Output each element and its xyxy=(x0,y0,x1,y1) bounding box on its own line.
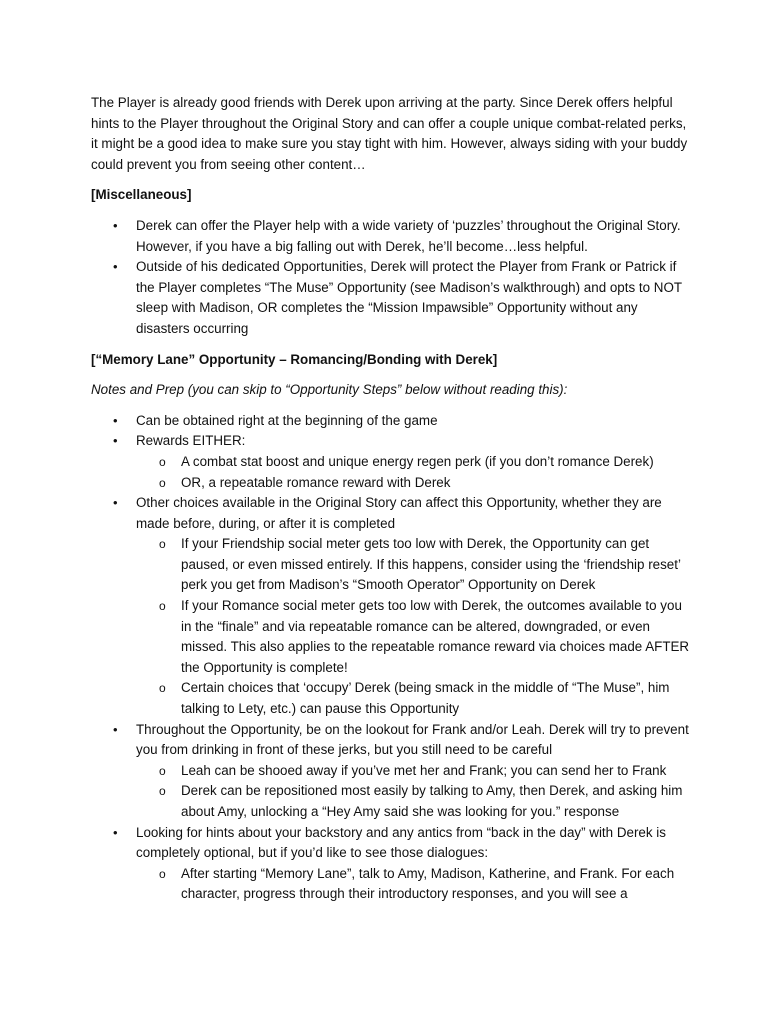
memory-lane-list xyxy=(91,411,691,905)
document-body xyxy=(91,93,691,915)
misc-list xyxy=(91,216,691,340)
sub-list-item: o If your Romance social meter gets too low with Derek, the outcomes available to you in the “finale” and via repeatable romance can be altered, downgraded, or even missed. This also applies to the repeatable romance reward via choices made AFTER the Opportunity is complete! xyxy=(136,596,691,678)
sub-list-item: o Derek can be repositioned most easily by talking to Amy, then Derek, and asking him about Amy, unlocking a “Hey Amy said she was looking for you.” response xyxy=(136,781,691,822)
list-item: • Outside of his dedicated Opportunities, Derek will protect the Player from Frank or Patrick if the Player completes “The Muse” Opportunity (see Madison’s walkthrough) and opts to NOT sleep with Madison, OR completes the “Mission Impawsible” Opportunity without any disasters occurring xyxy=(91,257,691,339)
list-item: • Derek can offer the Player help with a wide variety of ‘puzzles’ throughout the Original Story. However, if you have a big falling out with Derek, he’ll become…less helpful. xyxy=(91,216,691,257)
intro-paragraph: The Player is already good friends with Derek upon arriving at the party. Since Derek offers helpful hints to the Player throughout the Original Story and can offer a couple unique combat-related perks, it might be a good idea to make sure you stay tight with him. However, always siding with your buddy could prevent you from seeing other content… xyxy=(91,95,688,172)
list-item xyxy=(91,720,691,823)
sub-list xyxy=(136,534,691,719)
sub-list-item: o Certain choices that ‘occupy’ Derek (being smack in the middle of “The Muse”, him talking to Lety, etc.) can pause this Opportunity xyxy=(136,678,691,719)
list-item-text: Other choices available in the Original Story can affect this Opportunity, whether they are made before, during, or after it is completed xyxy=(136,495,662,531)
list-item-text: Throughout the Opportunity, be on the lookout for Frank and/or Leah. Derek will try to prevent you from drinking in front of these jerks, but you still need to be careful xyxy=(136,721,689,758)
sub-list-item: o If your Friendship social meter gets too low with Derek, the Opportunity can get paused, or even missed entirely. If this happens, consider using the ‘friendship reset’ perk you get from Madison’s “Smooth Operator” Opportunity on Derek xyxy=(136,534,691,596)
list-item-text: Looking for hints about your backstory and any antics from “back in the day” with Derek is completely optional, but if you’d like to see those dialogues: xyxy=(136,824,666,861)
sub-list-item: o Leah can be shooed away if you’ve met her and Frank; you can send her to Frank xyxy=(136,761,691,782)
list-item xyxy=(91,823,691,905)
sub-list-item: o OR, a repeatable romance reward with Derek xyxy=(136,473,691,494)
misc-heading: [Miscellaneous] xyxy=(91,187,192,203)
memory-lane-heading: [“Memory Lane” Opportunity – Romancing/Bonding with Derek] xyxy=(91,351,498,367)
sub-list-item: o After starting “Memory Lane”, talk to Amy, Madison, Katherine, and Frank. For each character, progress through their introductory responses, and you will see a xyxy=(136,864,691,905)
list-item xyxy=(91,411,691,432)
sub-list-item: o A combat stat boost and unique energy regen perk (if you don’t romance Derek) xyxy=(136,452,691,473)
list-item-text: Rewards EITHER: xyxy=(136,433,246,449)
sub-list xyxy=(136,864,691,905)
list-item xyxy=(91,431,691,493)
sub-list xyxy=(136,452,691,493)
list-item-text: Can be obtained right at the beginning of the game xyxy=(136,412,438,428)
notes-and-prep: Notes and Prep (you can skip to “Opportunity Steps” below without reading this): xyxy=(91,382,568,398)
list-item xyxy=(91,493,691,720)
sub-list xyxy=(136,761,691,823)
